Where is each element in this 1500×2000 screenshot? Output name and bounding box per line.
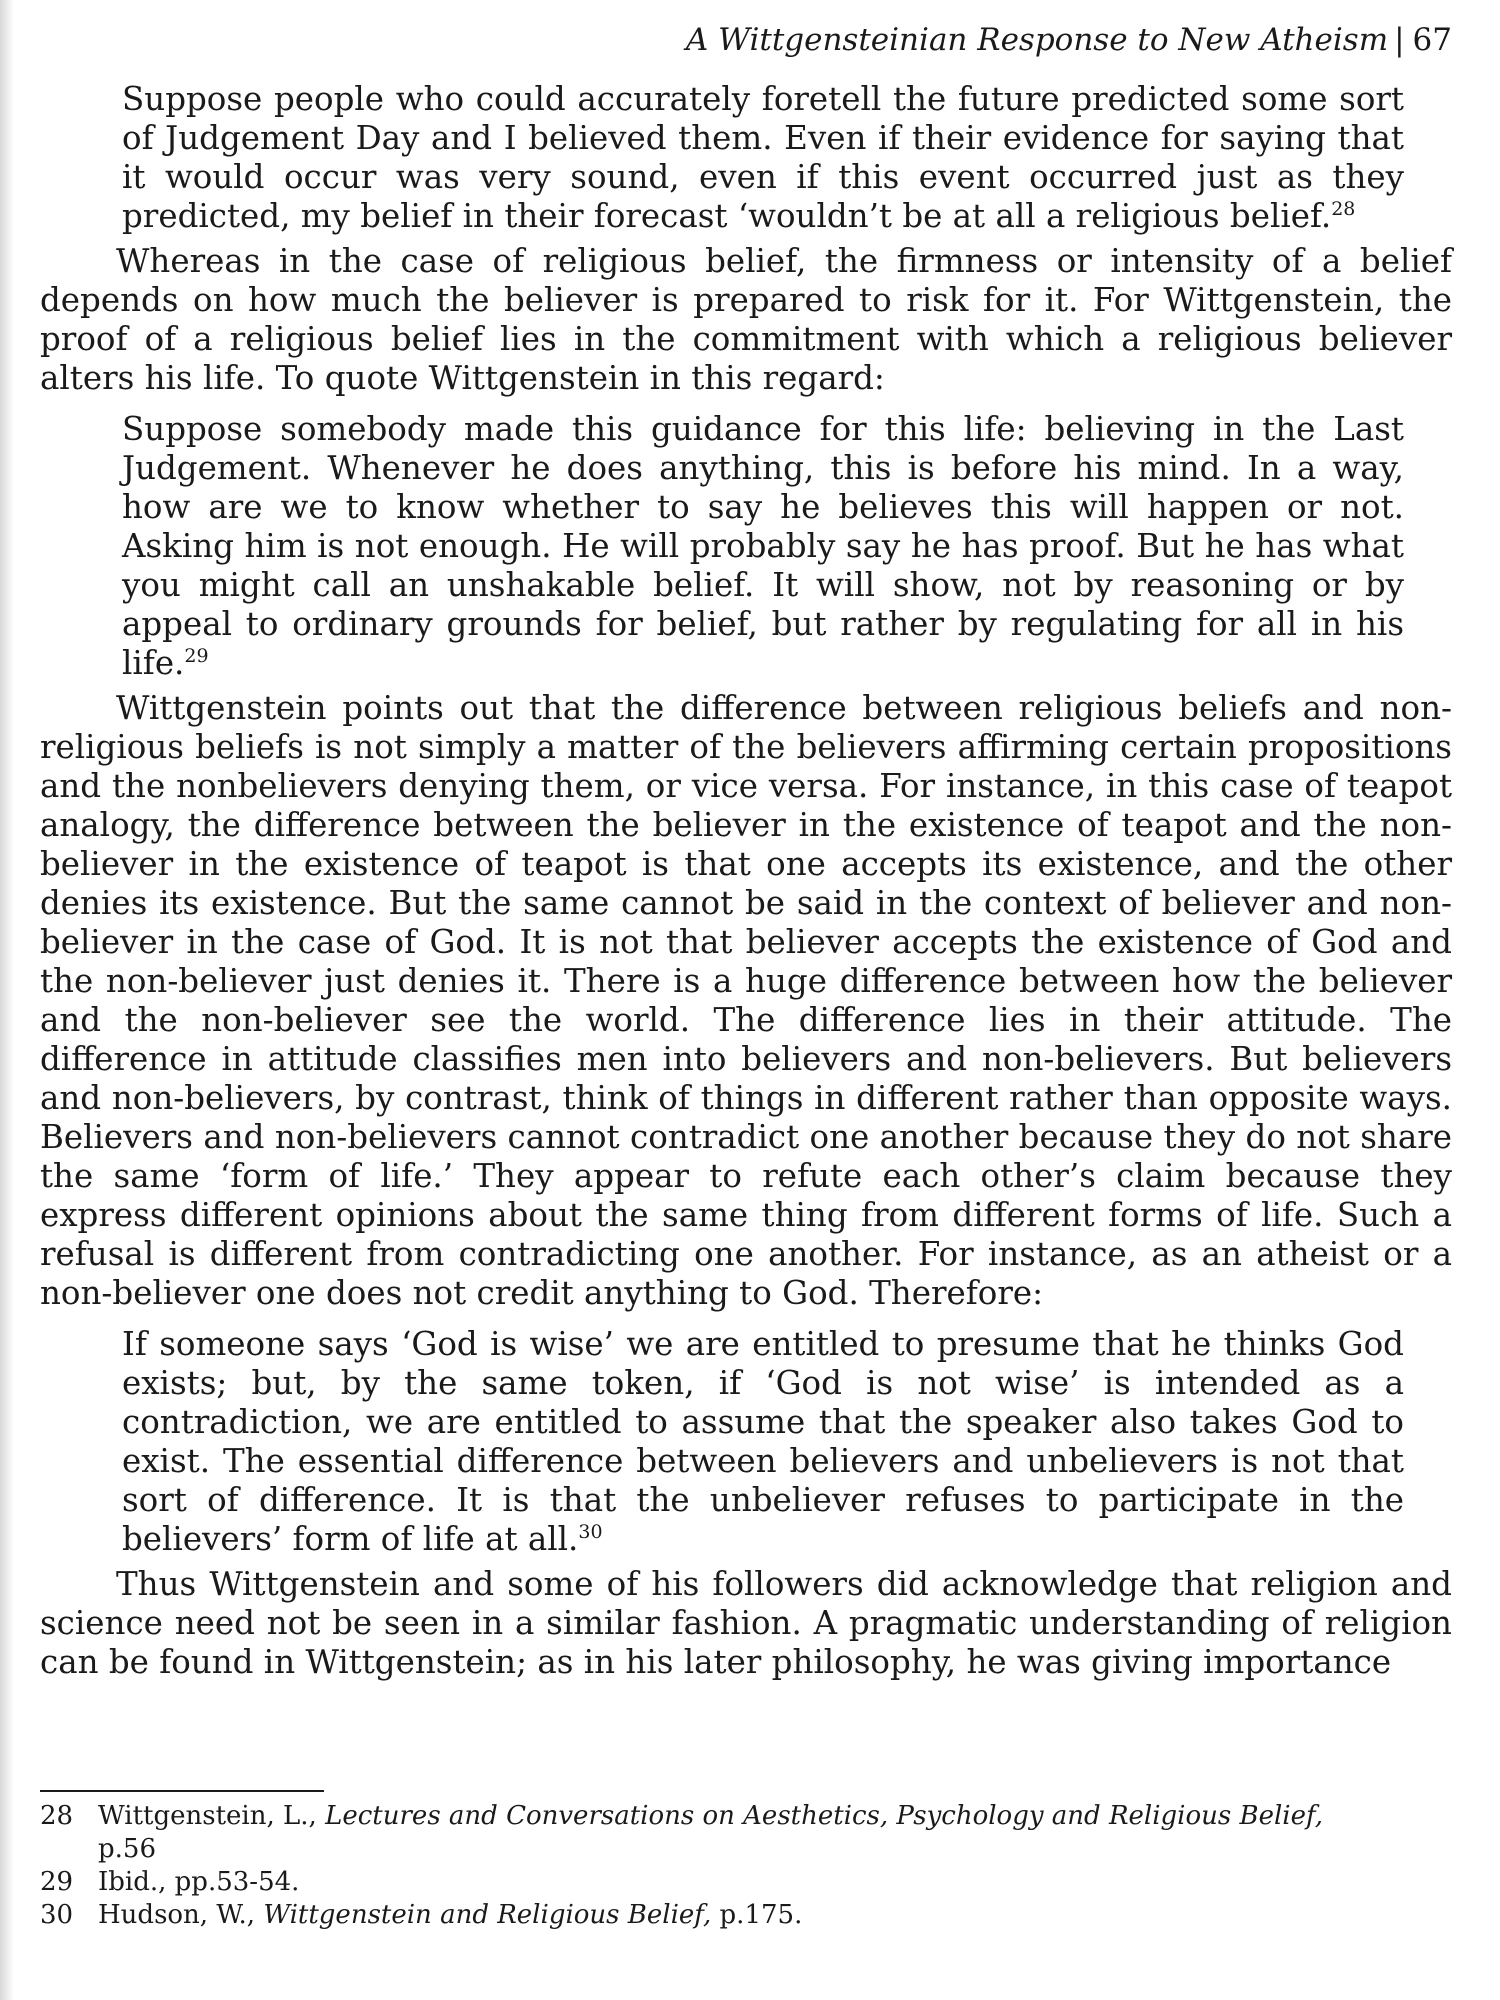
block-quote-3-text: If someone says ‘God is wise’ we are entitled to presume that he thinks God exists; but, by the same token, if ‘God is not wise’ is intended as a contradiction, we are entitled to assume that the speaker also takes God to exist. The essential difference between believers and unbelievers is not that sort of difference. It is that the unbeliever refuses to participate in the believers’ form of life at all. — [122, 1325, 1404, 1558]
main-text — [40, 80, 1452, 1682]
footnote-30 — [40, 1899, 1452, 1932]
block-quote-1 — [122, 80, 1404, 236]
paragraph-1: Whereas in the case of religious belief, the firmness or intensity of a belief depends on how much the believer is prepared to risk for it. For Wittgenstein, the proof of a religious belief lies in the commitment with which a religious believer alters his life. To quote Wittgenstein in this regard: — [40, 242, 1452, 397]
footnote-number: 30 — [40, 1900, 74, 1930]
block-quote-2 — [122, 410, 1404, 683]
footnote-ref-29: 29 — [184, 645, 209, 668]
block-quote-1-text: Suppose people who could accurately foretell the future predicted some sort of Judgement Day and I believed them. Even if their evidence for saying that it would occur was very sound, even if this event occurred just as they predicted, my belief in their forecast ‘wouldn’t be at all a religious belief. — [122, 80, 1404, 235]
footnote-author: Wittgenstein, L., — [98, 1801, 317, 1831]
footnote-28 — [40, 1800, 1452, 1866]
footnote-pages: p.56 — [98, 1834, 156, 1864]
block-quote-2-text: Suppose somebody made this guidance for this life: believing in the Last Judgement. Whenever he does anything, this is before his mind. In a way, how are we to know whether to say he believes this will happen or not. Asking him is not enough. He will probably say he has proof. But he has what you might call an unshakable belief. It will show, not by reasoning or by appeal to ordinary grounds for belief, but rather by regulating for all in his life. — [122, 410, 1404, 682]
block-quote-3 — [122, 1325, 1404, 1559]
footnote-number: 28 — [40, 1801, 74, 1831]
paragraph-3: Thus Wittgenstein and some of his followers did acknowledge that religion and science need not be seen in a similar fashion. A pragmatic understanding of religion can be found in Wittgenstein; as in his later philosophy, he was giving importance — [40, 1565, 1452, 1681]
footnote-pages: p.175. — [719, 1900, 803, 1930]
footnote-divider — [40, 1790, 324, 1792]
page-gutter-shadow — [0, 0, 14, 2000]
footnotes — [40, 1800, 1452, 1932]
footnote-29 — [40, 1866, 1452, 1899]
running-head — [686, 22, 1452, 58]
footnote-author: Hudson, W., — [98, 1900, 256, 1930]
running-head-title: A Wittgensteinian Response to New Atheism — [685, 22, 1389, 58]
footnote-number: 29 — [40, 1867, 74, 1897]
paragraph-2: Wittgenstein points out that the difference between religious beliefs and non-religious beliefs is not simply a matter of the believers affirming certain propositions and the nonbelievers denying them, or vice versa. For instance, in this case of teapot analogy, the difference between the believer in the existence of teapot and the non-believer in the existence of teapot is that one accepts its existence, and the other denies its existence. But the same cannot be said in the context of believer and non-believer in the case of God. It is not that believer accepts the existence of God and the non-believer just denies it. There is a huge difference between how the believer and the non-believer see the world. The difference lies in their attitude. The difference in attitude classifies men into believers and non-believers. But believers and non-believers, by contrast, think of things in different rather than opposite ways. Believers and non-believers cannot contradict one another because they do not share the same ‘form of life.’ They appear to refute each other’s claim because they express different opinions about the same thing from different forms of life. Such a refusal is different from contradicting one another. For instance, as an atheist or a non-believer one does not credit anything to God. Therefore: — [40, 689, 1452, 1312]
footnote-ref-30: 30 — [578, 1521, 603, 1544]
footnote-ref-28: 28 — [1331, 198, 1356, 221]
footnote-text: Ibid., pp.53-54. — [98, 1867, 300, 1897]
footnote-title: Wittgenstein and Religious Belief, — [263, 1900, 712, 1930]
page-number: 67 — [1412, 22, 1452, 58]
footnote-title: Lectures and Conversations on Aesthetics, Psychology and Religious Belief, — [325, 1801, 1323, 1831]
running-head-separator: | — [1394, 22, 1405, 58]
